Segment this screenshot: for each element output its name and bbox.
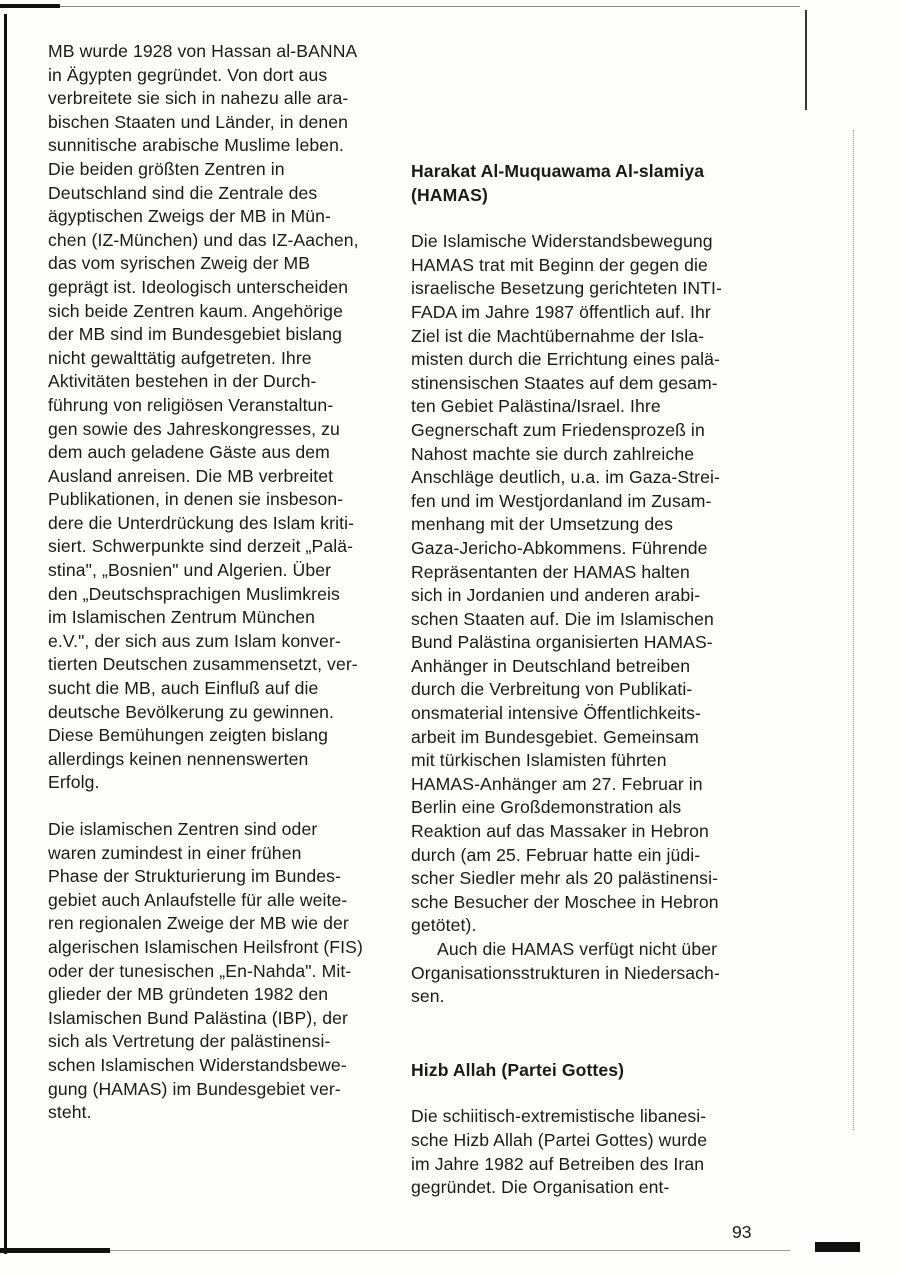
- scan-border-bottom-right: [815, 1242, 860, 1252]
- scan-border-left: [4, 14, 7, 1254]
- paragraph-hizb-allah: Die schiitisch-extremistische libanesi- sche Hizb Allah (Partei Gottes) wurde im Jahre 1982 auf Betreiben des Iran gegründet. Die Organisation ent-: [411, 1106, 708, 1198]
- heading-hamas: Harakat Al-Muquawama Al-slamiya (HAMAS): [411, 161, 705, 205]
- left-paragraph-zentren: Die islamischen Zentren sind oder waren zumindest in einer frühen Phase der Strukturierung im Bundes- gebiet auch Anlaufstelle für alle weite- ren regionalen Zweige der MB wie der algerischen Islamischen Heilsfront (FIS) oder der tunesischen „En-Nahda". Mit- glieder der MB gründeten 1982 den Islamischen Bund Palästina (IBP), der sich als Vertretung der palästinensi- schen Islamischen Widerstandsbewe- gung (HAMAS) im Bundesgebiet ver- steht.: [48, 819, 363, 1123]
- scan-border-bottom: [0, 1248, 110, 1253]
- right-column: [411, 160, 761, 1200]
- heading-hizb-allah: Hizb Allah (Partei Gottes): [411, 1059, 625, 1080]
- scan-border-top: [0, 4, 60, 8]
- scan-border-right: [805, 10, 807, 110]
- scan-border-top-thin: [60, 6, 800, 7]
- paragraph-hamas-main: Die Islamische Widerstandsbewegung HAMAS trat mit Beginn der gegen die israelische Besetzung gerichteten INTI- FADA im Jahre 1987 öffentlich auf. Ihr Ziel ist die Machtübernahme der Isla- misten durch die Errichtung eines palä- stinensischen Staates auf dem gesam- ten Gebiet Palästina/Israel. Ihre Gegnerschaft zum Friedensprozeß in Nahost machte sie durch zahlreiche Anschläge deutlich, u.a. im Gaza-Strei- fen und im Westjordanland im Zusam- menhang mit der Umsetzung des Gaza-Jericho-Abkommens. Führende Repräsentanten der HAMAS halten sich in Jordanien und anderen arabi- schen Staaten auf. Die im Islamischen Bund Palästina organisierten HAMAS- Anhänger in Deutschland betreiben durch die Verbreitung von Publikati- onsmaterial intensive Öffentlichkeits- arbeit im Bundesgebiet. Gemeinsam mit türkischen Islamisten führten HAMAS-Anhänger am 27. Februar in Berlin eine Großdemonstration als Reaktion auf das Massaker in Hebron durch (am 25. Februar hatte ein jüdi- scher Siedler mehr als 20 palästinensi- sche Besucher der Moschee in Hebron getötet).: [411, 231, 722, 936]
- scan-border-bottom-thin: [110, 1250, 790, 1251]
- paragraph-hamas-niedersachsen-text: Auch die HAMAS verfügt nicht über Organisationsstrukturen in Niedersach- sen.: [411, 939, 720, 1007]
- left-paragraph-mb: MB wurde 1928 von Hassan al-BANNA in Ägypten gegründet. Von dort aus verbreitete sie sich in nahezu alle ara- bischen Staaten und Länder, in denen sunnitische arabische Muslime leben. Die beiden größten Zentren in Deutschland sind die Zentrale des ägyptischen Zweigs der MB in Mün- chen (IZ-München) und das IZ-Aachen, das vom syrischen Zweig der MB geprägt ist. Ideologisch unterscheiden sich beide Zentren kaum. Angehörige der MB sind im Bundesgebiet bislang nicht gewalttätig aufgetreten. Ihre Aktivitäten bestehen in der Durch- führung von religiösen Veranstaltun- gen sowie des Jahreskongresses, zu dem auch geladene Gäste aus dem Ausland anreisen. Die MB verbreitet Publikationen, in denen sie insbeson- dere die Unterdrückung des Islam kriti- siert. Schwerpunkte sind derzeit „Palä- stina", „Bosnien" und Algerien. Über den „Deutschsprachigen Muslimkreis im Islamischen Zentrum München e.V.", der sich aus zum Islam konver- tierten Deutschen zusammensetzt, ver- sucht die MB, auch Einfluß auf die deutsche Bevölkerung zu gewinnen. Diese Bemühungen zeigten bislang allerdings keinen nennenswerten Erfolg.: [48, 41, 359, 793]
- page-number: 93: [732, 1222, 752, 1242]
- paragraph-hamas-niedersachsen: [411, 938, 761, 1009]
- scan-border-right-dots: [853, 130, 855, 1130]
- left-column: [48, 40, 378, 1125]
